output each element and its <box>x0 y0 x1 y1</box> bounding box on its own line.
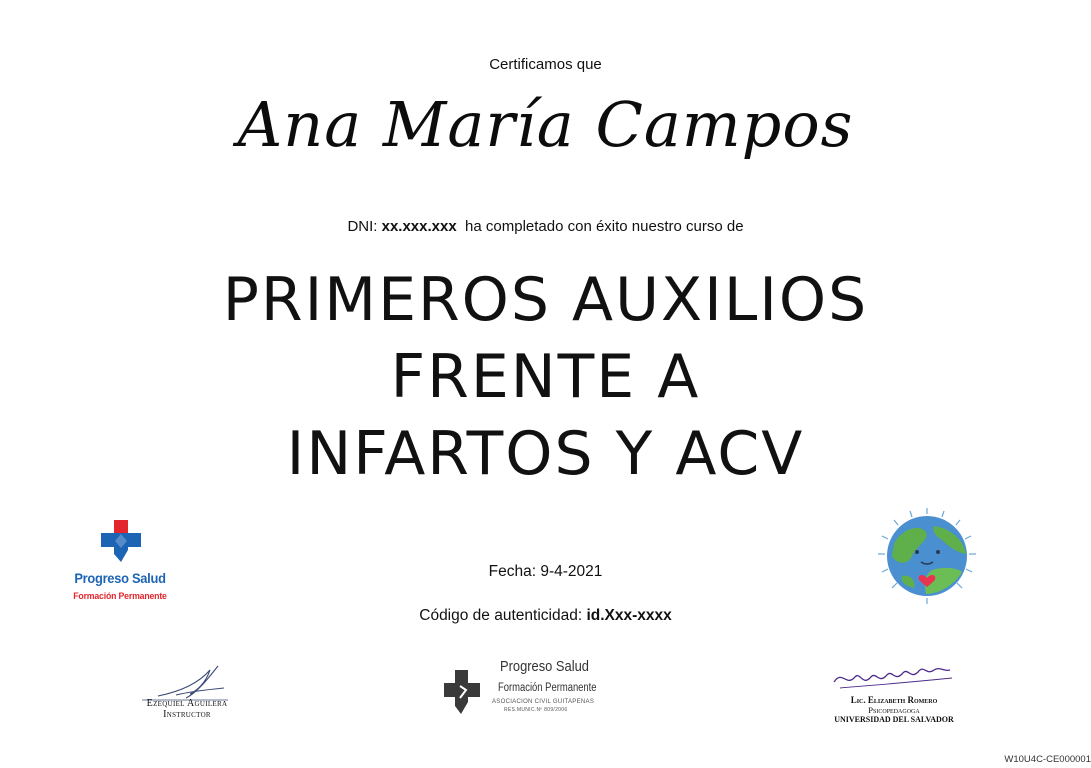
logo-subtitle: Formación Permanente <box>73 591 167 602</box>
stamp-cross-icon <box>442 670 482 714</box>
code-value: id.Xxx-xxxx <box>586 607 672 624</box>
psychopedagogue-signature-icon <box>832 656 956 696</box>
recipient-name: Ana María Campos <box>237 88 854 161</box>
intro-text: Certificamos que <box>489 56 602 73</box>
psychopedagogue-name: Lic. Elizabeth Romero <box>850 695 938 705</box>
psychopedagogue-institution: UNIVERSIDAD DEL SALVADOR <box>834 715 954 724</box>
instructor-signature-block <box>128 662 246 724</box>
stamp-subtitle: Formación Permanente <box>498 682 597 694</box>
dni-line <box>0 218 1091 235</box>
date-label: Fecha: <box>488 563 537 580</box>
instructor-name-text: Ezequiel Aguilera <box>146 698 228 709</box>
stamp-registration: RES.MUNIC.Nº 809/2006 <box>504 707 568 713</box>
instructor-signature-icon <box>128 662 246 702</box>
stamp-brand: Progreso Salud <box>500 658 589 675</box>
course-title-line: INFARTOS Y ACV <box>286 419 805 489</box>
instructor-name <box>128 698 246 720</box>
psychopedagogue-signature-block <box>832 656 956 726</box>
course-title-line: PRIMEROS AUXILIOS <box>222 265 869 335</box>
medical-cross-icon <box>101 520 141 562</box>
stamp-association: ASOCIACION CIVIL GUITAPENAS <box>492 699 595 705</box>
completion-text: ha completado con éxito nuestro curso de <box>465 218 744 235</box>
authenticity-code-line <box>0 607 1091 625</box>
date-value: 9-4-2021 <box>540 563 603 580</box>
instructor-role: Instructor <box>163 709 211 720</box>
institution-stamp <box>442 656 622 718</box>
course-title-line: FRENTE A <box>390 342 701 412</box>
psychopedagogue-role: Psicopedagoga <box>868 705 920 715</box>
code-label: Código de autenticidad: <box>419 607 583 624</box>
dni-label: DNI: <box>347 218 378 235</box>
date-line <box>0 563 1091 581</box>
earth-heart-drawing-icon <box>872 506 982 606</box>
certificate-id: W10U4C-CE000001 <box>1004 754 1091 765</box>
course-title <box>0 262 1091 493</box>
dni-value: xx.xxx.xxx <box>381 218 457 235</box>
logo-brand: Progreso Salud <box>74 570 166 586</box>
